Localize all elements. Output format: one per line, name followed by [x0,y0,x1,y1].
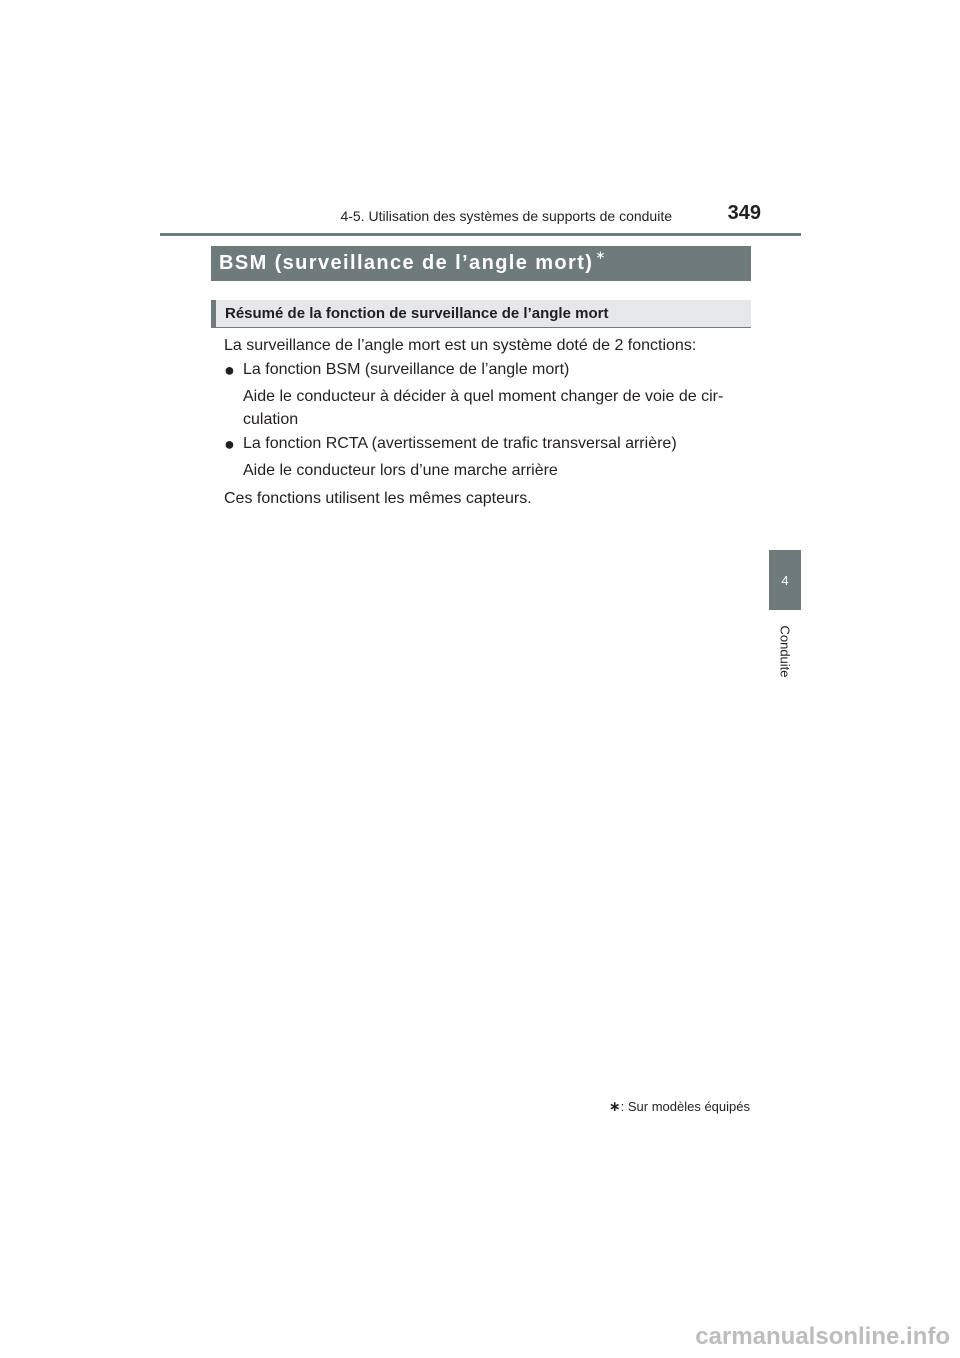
bullet-label-bsm: La fonction BSM (surveillance de l’angle mort) [243,361,570,378]
section-title: BSM (surveillance de l’angle mort) [219,252,594,274]
footnote-marker: ∗ [608,1098,621,1114]
bullet-icon: ● [224,434,235,454]
closing-paragraph: Ces fonctions utilisent les mêmes capteurs. [224,490,532,507]
section-title-bar [211,246,751,281]
footnote-text: : Sur modèles équipés [620,1099,750,1114]
running-header-section: 4-5. Utilisation des systèmes de supports de conduite [340,208,672,224]
title-footnote-marker: ∗ [595,247,606,262]
watermark: carmanualsonline.info [695,1323,950,1350]
bullet-desc-bsm-line2: culation [243,411,299,428]
intro-paragraph: La surveillance de l’angle mort est un système doté de 2 fonctions: [224,337,697,354]
bullet-desc-bsm-line1: Aide le conducteur à décider à quel moment changer de voie de cir- [243,388,724,405]
chapter-number: 4 [781,572,789,588]
chapter-label: Conduite [777,624,793,678]
bullet-label-rcta: La fonction RCTA (avertissement de trafic transversal arrière) [243,435,677,452]
subsection-heading-bar [211,300,751,328]
page-number: 349 [727,202,761,224]
footnote [550,1098,750,1115]
bullet-desc-rcta-line1: Aide le conducteur lors d’une marche arrière [243,462,558,479]
subsection-heading: Résumé de la fonction de surveillance de l’angle mort [225,305,609,322]
chapter-tab [769,550,801,610]
bullet-icon: ● [224,360,235,380]
header-divider [160,233,801,236]
chapter-label-container [770,616,800,686]
